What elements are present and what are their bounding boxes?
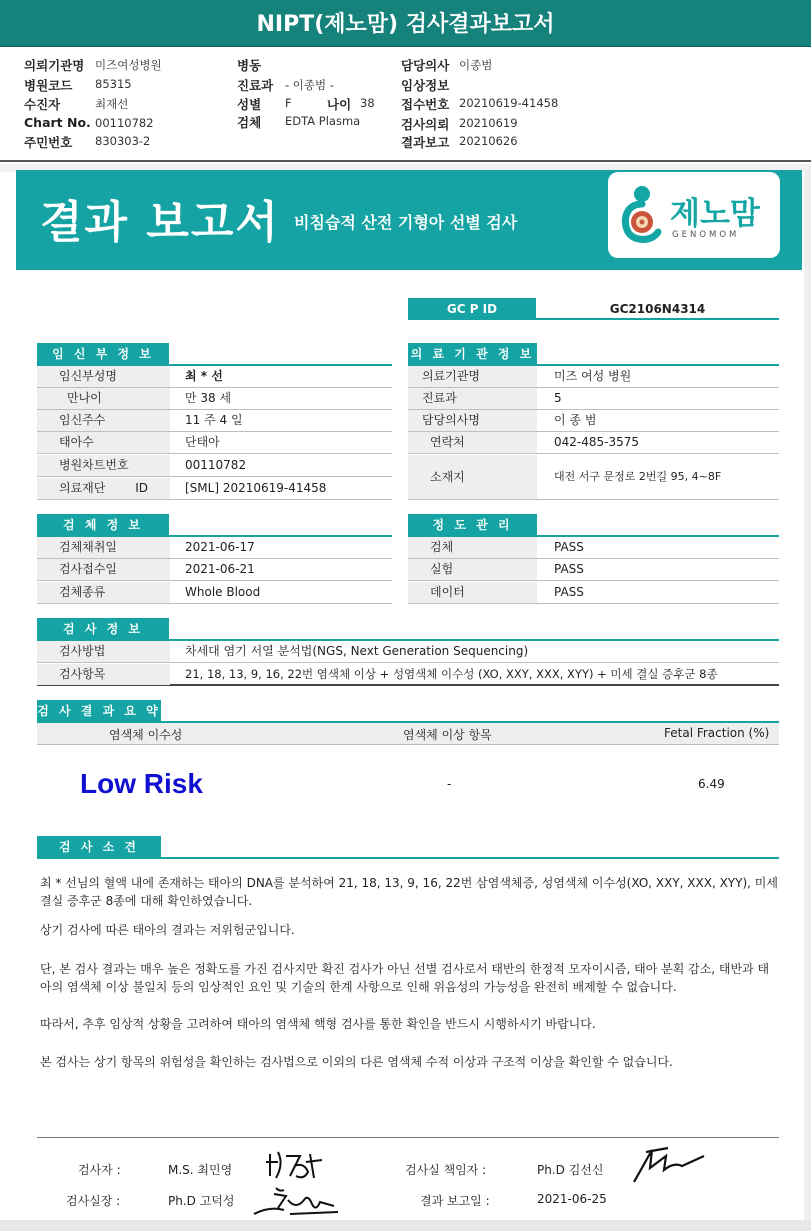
institution-row: [408, 432, 779, 454]
signature-rule: [37, 1137, 779, 1138]
row-label: 소재지: [408, 455, 537, 499]
row-value: 단태아: [185, 435, 220, 449]
result-low-risk: Low Risk: [80, 768, 203, 799]
section-tab-test: 검 사 정 보: [37, 618, 169, 640]
row-label: 검체: [408, 537, 537, 558]
summary-col-aneuploidy: 염색체 이수성: [109, 728, 183, 742]
row-label: 태아수: [37, 432, 170, 453]
row-value: [SML] 20210619-41458: [185, 481, 327, 495]
row-label: 임신주수: [37, 410, 170, 431]
test-row: [37, 641, 779, 663]
page-footer-strip: [0, 1220, 811, 1231]
row-value: 이 종 범: [554, 413, 597, 427]
header-label: 병동: [237, 58, 262, 73]
genomom-mother-child-icon: [618, 184, 670, 246]
row-value: 11 주 4 일: [185, 413, 243, 427]
section-tab-findings: 검 사 소 견: [37, 836, 161, 858]
specimen-row: [37, 559, 392, 581]
logo-wordmark: 제노맘: [670, 196, 760, 232]
section-tab-specimen: 검 체 정 보: [37, 514, 169, 536]
row-label: 검사방법: [37, 641, 170, 662]
row-label: 실험: [408, 559, 537, 580]
qc-row: [408, 559, 779, 581]
institution-row: [408, 410, 779, 432]
row-label: 담당의사명: [408, 410, 537, 431]
header-value: 85315: [95, 77, 132, 91]
patient-row: [37, 455, 392, 477]
summary-col-fetal-fraction: Fetal Fraction (%): [664, 726, 770, 740]
row-label: 의료재단 ID: [37, 478, 170, 499]
header-value: - 이종범 -: [285, 78, 334, 92]
header-value: 00110782: [95, 116, 154, 130]
header-value: 최재선: [95, 97, 129, 111]
row-value: 대전 서구 문정로 2번길 95, 4~8F: [554, 470, 722, 483]
header-label: 주민번호: [24, 135, 73, 150]
row-value: 00110782: [185, 458, 247, 472]
report-date: 2021-06-25: [537, 1192, 607, 1206]
header-label: 검체: [237, 115, 262, 130]
institution-row: [408, 388, 779, 410]
header-value: 이종범: [459, 58, 493, 72]
row-value: 2021-06-21: [185, 562, 255, 576]
section-tab-patient: 임 신 부 정 보: [37, 343, 169, 365]
header-label: 나이: [327, 97, 352, 112]
banner-title: 결과 보고서: [40, 197, 280, 248]
header-value: 830303-2: [95, 134, 151, 148]
report-banner: [16, 170, 802, 270]
section-tab-summary: 검 사 결 과 요 약: [37, 700, 161, 722]
row-value: Whole Blood: [185, 585, 261, 599]
row-label: 의료기관명: [408, 366, 537, 387]
findings-paragraph: 최 * 선님의 혈액 내에 존재하는 태아의 DNA를 분석하여 21, 18, 13, 9, 16, 22번 삼염색체증, 성염색체 이수성(XO, XXY, XXX, XYY), 미세 결실 증후군 8종에 대해 확인하였습니다.: [40, 876, 778, 908]
report-title: NIPT(제노맘) 검사결과보고서: [0, 0, 811, 47]
header-value: 20210619-41458: [459, 96, 559, 110]
qc-row: [408, 582, 779, 604]
row-label: 검사접수일: [37, 559, 170, 580]
patient-row: [37, 478, 392, 500]
findings-paragraph: 따라서, 추후 임상적 상황을 고려하여 태아의 염색체 핵형 검사를 통한 확인을 반드시 시행하시기 바랍니다.: [40, 1017, 596, 1031]
lab-head-label: 검사실장 :: [66, 1194, 121, 1208]
header-label: 성별: [237, 97, 262, 112]
row-label: 임신부성명: [37, 366, 170, 387]
row-value: 미즈 여성 병원: [554, 369, 632, 383]
row-value: PASS: [554, 540, 584, 554]
result-fetal-fraction: 6.49: [698, 777, 725, 791]
header-value: F: [285, 96, 292, 110]
logo-subtext: GENOMOM: [672, 230, 740, 240]
institution-row: [408, 455, 779, 500]
row-value: 최 * 선: [185, 369, 223, 383]
specimen-row: [37, 537, 392, 559]
header-label: 임상정보: [401, 78, 450, 93]
section-rule: [37, 857, 779, 859]
header-value: EDTA Plasma: [285, 114, 361, 128]
lab-head-name: Ph.D 고덕성: [168, 1194, 235, 1208]
header-label: 검사의뢰: [401, 117, 450, 132]
lab-manager-label: 검사실 책임자 :: [405, 1163, 487, 1177]
header-value: 38: [360, 96, 375, 110]
gcpid-label: GC P ID: [408, 298, 536, 320]
qc-row: [408, 537, 779, 559]
header-label: 진료과: [237, 78, 274, 93]
lab-head-signature: [250, 1184, 342, 1220]
summary-col-anomaly: 염색체 이상 항목: [403, 728, 492, 742]
header-label: 담당의사: [401, 58, 450, 73]
row-label: 만나이: [37, 388, 170, 409]
lab-manager-name: Ph.D 김선신: [537, 1163, 604, 1177]
header-value: 20210619: [459, 116, 518, 130]
section-tab-qc: 정 도 관 리: [408, 514, 537, 536]
page-edge: [804, 164, 811, 1231]
header-label: 병원코드: [24, 78, 73, 93]
lab-manager-signature: [628, 1142, 710, 1190]
header-label: 결과보고: [401, 135, 450, 150]
institution-row: [408, 366, 779, 388]
header-info: [0, 48, 811, 162]
tester-name: M.S. 최민영: [168, 1163, 233, 1177]
section-tab-institution: 의 료 기 관 정 보: [408, 343, 537, 365]
tester-signature: [264, 1148, 326, 1184]
row-label: 검사항목: [37, 664, 170, 685]
findings-paragraph: 단, 본 검사 결과는 매우 높은 정확도를 가진 검사지만 확진 검사가 아닌 선별 검사로서 태반의 한정적 모자이시즘, 태아 분획 감소, 태반과 태아의 염색체 이상 불일치 등의 임상적인 요인 및 기술의 한계 사항으로 인해 위음성의 가능성을 완전히 배제할 수 없습니다.: [40, 962, 770, 994]
findings-paragraph: 상기 검사에 따른 태아의 결과는 저위험군입니다.: [40, 923, 295, 937]
banner-subtitle: 비침습적 산전 기형아 선별 검사: [294, 213, 518, 232]
tester-label: 검사자 :: [78, 1163, 121, 1177]
row-label: 연락처: [408, 432, 537, 453]
result-anomaly: -: [447, 777, 452, 791]
row-value: 차세대 염기 서열 분석법(NGS, Next Generation Sequencing): [185, 644, 529, 658]
row-value: 5: [554, 391, 562, 405]
patient-row: [37, 410, 392, 432]
header-value: 20210626: [459, 134, 518, 148]
gcpid-value: GC2106N4314: [536, 298, 779, 320]
summary-header: [37, 723, 779, 745]
row-value: 2021-06-17: [185, 540, 255, 554]
header-label: 접수번호: [401, 97, 450, 112]
row-label: 검체채취일: [37, 537, 170, 558]
specimen-row: [37, 582, 392, 604]
row-label: 병원차트번호: [37, 455, 170, 476]
patient-row: [37, 366, 392, 388]
row-value: PASS: [554, 562, 584, 576]
row-value: 042-485-3575: [554, 435, 640, 449]
row-value: 21, 18, 13, 9, 16, 22번 염색체 이상 + 성염색체 이수성 (XO, XXY, XXX, XYY) + 미세 결실 증후군 8종: [185, 667, 718, 681]
report-date-label: 결과 보고일 :: [420, 1194, 490, 1208]
test-row: [37, 664, 779, 686]
patient-row: [37, 432, 392, 454]
header-value: 미즈여성병원: [95, 58, 162, 72]
row-label: 검체종류: [37, 582, 170, 603]
row-label: 진료과: [408, 388, 537, 409]
row-label: 데이터: [408, 582, 537, 603]
genomom-logo: [608, 172, 780, 258]
findings-paragraph: 본 검사는 상기 항목의 위험성을 확인하는 검사법으로 이외의 다른 염색체 수적 이상과 구조적 이상을 확인할 수 없습니다.: [40, 1055, 673, 1069]
patient-row: [37, 388, 392, 410]
header-label: 의뢰기관명: [24, 58, 85, 73]
header-label: Chart No.: [24, 115, 91, 130]
row-value: 만 38 세: [185, 391, 232, 405]
header-label: 수진자: [24, 97, 61, 112]
row-value: PASS: [554, 585, 584, 599]
